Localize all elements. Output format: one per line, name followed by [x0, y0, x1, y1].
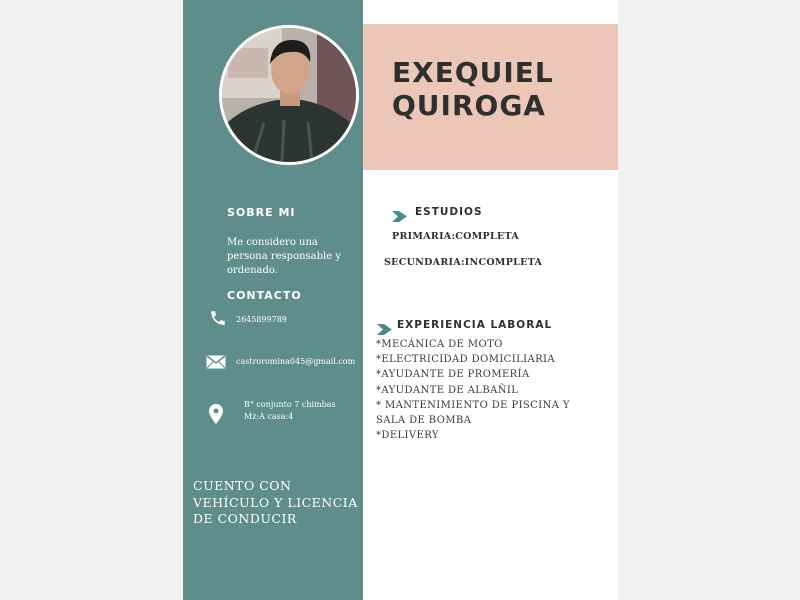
studies-heading: ESTUDIOS — [415, 206, 483, 218]
chevron-right-icon — [392, 207, 407, 226]
about-heading: SOBRE MI — [227, 206, 296, 219]
list-item: *AYUDANTE DE PROMERÍA — [376, 369, 530, 381]
list-item: *ELECTRICIDAD DOMICILIARIA — [376, 354, 555, 366]
list-item: * MANTENIMIENTO DE PISCINA Y SALA DE BOMBA — [376, 399, 570, 427]
location-pin-icon — [209, 404, 223, 428]
address-line-2: Mz:A casa:4 — [244, 412, 294, 421]
contact-heading: CONTACTO — [227, 289, 302, 302]
profile-photo — [219, 25, 359, 165]
vehicle-license-note: CUENTO CON VEHÍCULO Y LICENCIA DE CONDUCIR — [193, 478, 358, 526]
first-name: EXEQUIEL — [392, 56, 554, 89]
email-address: castroromina045@gmail.com — [236, 357, 356, 366]
mail-icon — [206, 354, 226, 373]
study-item-secondary: SECUNDARIA:INCOMPLETA — [384, 257, 543, 268]
list-item: *AYUDANTE DE ALBAÑIL — [376, 384, 519, 396]
study-item-primary: PRIMARIA:COMPLETA — [392, 231, 520, 242]
address-line-1: B° conjunto 7 chimbas — [244, 400, 336, 409]
last-name: QUIROGA — [392, 89, 546, 122]
experience-heading: EXPERIENCIA LABORAL — [397, 319, 553, 331]
name-banner — [363, 24, 618, 170]
full-name — [392, 56, 554, 122]
sidebar — [183, 0, 363, 600]
resume-page — [183, 0, 618, 600]
phone-icon — [209, 309, 227, 331]
list-item: *DELIVERY — [376, 430, 439, 442]
phone-number: 2645899789 — [236, 315, 287, 324]
list-item: *MECÁNICA DE MOTO — [376, 339, 503, 350]
about-text: Me considero una persona responsable y ordenado. — [227, 237, 341, 276]
experience-list — [376, 337, 601, 443]
